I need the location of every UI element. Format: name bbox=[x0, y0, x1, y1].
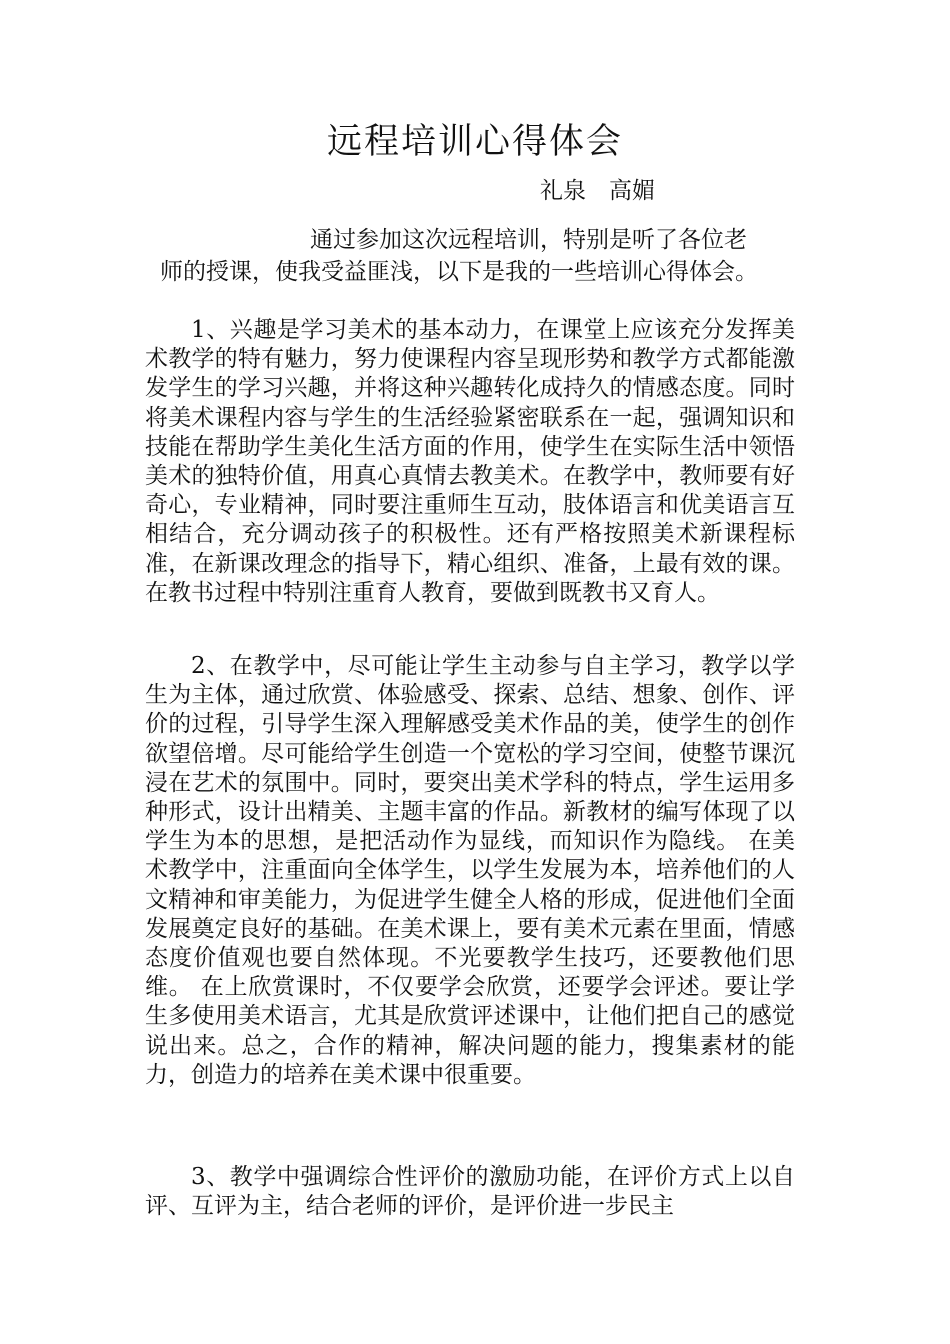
author-line: 礼泉 高媚 bbox=[540, 178, 655, 204]
paragraph-1: 1、兴趣是学习美术的基本动力，在课堂上应该充分发挥美术教学的特有魅力，努力使课程内容呈现形势和教学方式都能激发学生的学习兴趣，并将这种兴趣转化成持久的情感态度。同时将美术课程内容与学生的生活经验紧密联系在一起，强调知识和技能在帮助学生美化生活方面的作用，使学生在实际生活中领悟美术的独特价值，用真心真情去教美术。在教学中，教师要有好奇心，专业精神，同时要注重师生互动，肢体语言和优美语言互相结合，充分调动孩子的积极性。还有严格按照美术新课程标准，在新课改理念的指导下，精心组织、准备，上最有效的课。在教书过程中特别注重育人教育，要做到既教书又育人。 bbox=[145, 317, 795, 606]
paragraph-3: 3、教学中强调综合性评价的激励功能，在评价方式上以自评、互评为主，结合老师的评价，是评价进一步民主 bbox=[145, 1164, 795, 1220]
paragraph-2: 2、在教学中，尽可能让学生主动参与自主学习，教学以学生为主体，通过欣赏、体验感受、探索、总结、想象、创作、评价的过程，引导学生深入理解感受美术作品的美，使学生的创作欲望倍增。尽可能给学生创造一个宽松的学习空间，使整节课沉浸在艺术的氛围中。同时，要突出美术学科的特点，学生运用多种形式，设计出精美、主题丰富的作品。新教材的编写体现了以学生为本的思想，是把活动作为显线，而知识作为隐线。 在美术教学中，注重面向全体学生，以学生发展为本，培养他们的人文精神和审美能力，为促进学生健全人格的形成，促进他们全面发展奠定良好的基础。在美术课上，要有美术元素在里面，情感态度价值观也要自然体现。不光要教学生技巧，还要教他们思维。 在上欣赏课时，不仅要学会欣赏，还要学会评述。要让学生多使用美术语言，尤其是欣赏评述课中，让他们把自己的感觉说出来。总之，合作的精神，解决问题的能力，搜集素材的能力，创造力的培养在美术课中很重要。 bbox=[145, 653, 795, 1088]
intro-line-1: 通过参加这次远程培训，特别是听了各位老 bbox=[310, 227, 747, 253]
document-title: 远程培训心得体会 bbox=[326, 122, 623, 162]
intro-line-2: 师的授课，使我受益匪浅，以下是我的一些培训心得体会。 bbox=[160, 259, 758, 285]
